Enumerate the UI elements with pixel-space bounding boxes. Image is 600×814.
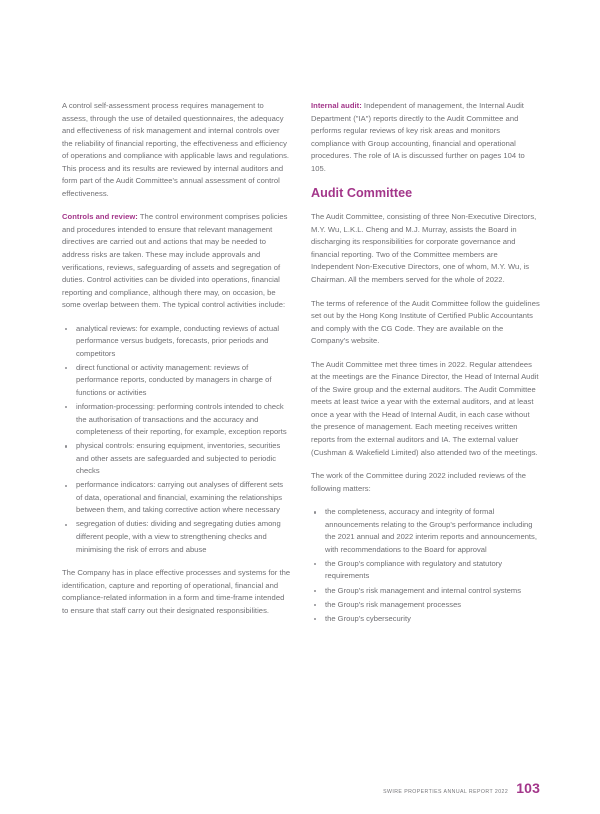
- footer-report-label: SWIRE PROPERTIES ANNUAL REPORT 2022: [383, 789, 509, 795]
- page-number: 103: [516, 780, 540, 796]
- control-activities-list: [62, 323, 291, 556]
- paragraph-company-processes: The Company has in place effective processes and systems for the identification, capture and reporting of operational, financial and compliance-related information in a form and time-frame intended to ensure that staff carry out their designated responsibilities.: [62, 568, 291, 615]
- left-column: [62, 100, 291, 636]
- paragraph-controls-and-review: [62, 211, 291, 311]
- lead-in-controls-and-review: Controls and review:: [62, 212, 138, 222]
- paragraph-committee-composition: The Audit Committee, consisting of three Non-Executive Directors, M.Y. Wu, L.K.L. Cheng and M.J. Murray, assists the Board in discharging its responsibilities for corporate governance and financial reporting. Two of the Committee members are Independent Non-Executive Directors, one of whom, M.Y. Wu, is Chairman. All the members served for the whole of 2022.: [311, 212, 537, 285]
- paragraph-internal-audit: [311, 100, 540, 175]
- list-item: the Group's risk management processes: [311, 599, 540, 612]
- list-item: analytical reviews: for example, conducting reviews of actual performance versus budgets, forecasts, prior periods and competitors: [62, 323, 291, 361]
- paragraph-internal-audit-body: Independent of management, the Internal Audit Department ("IA") reports directly to the Audit Committee and performs regular reviews of key risk areas and monitors compliance with Group accounting, financial and operational procedures. The role of IA is discussed further on pages 104 to 105.: [311, 101, 525, 173]
- list-item: performance indicators: carrying out analyses of different sets of data, operational and financial, examining the relationships between them, and taking corrective action where necessary: [62, 479, 291, 517]
- committee-work-list: [311, 506, 540, 625]
- list-item: information-processing: performing controls intended to check the authorisation of transactions and the accuracy and completeness of their reporting, for example, exception reports: [62, 401, 291, 439]
- list-item: the Group's cybersecurity: [311, 613, 540, 626]
- list-item: direct functional or activity management: reviews of performance reports, conducted by managers in charge of functions or activities: [62, 362, 291, 400]
- list-item: physical controls: ensuring equipment, inventories, securities and other assets are safeguarded and subjected to periodic checks: [62, 440, 291, 478]
- list-item: the Group's compliance with regulatory and statutory requirements: [311, 558, 540, 583]
- paragraph-control-self-assessment: A control self-assessment process requires management to assess, through the use of detailed questionnaires, the adequacy and effectiveness of risk management and internal controls over the reliability of financial reporting, the effectiveness and efficiency of operations and compliance with applicable laws and regulations. This process and its results are reviewed by internal auditors and form part of the Audit Committee's annual assessment of control effectiveness.: [62, 101, 290, 198]
- page-footer: [383, 780, 540, 796]
- list-item: the completeness, accuracy and integrity of formal announcements relating to the Group's performance including the 2021 annual and 2022 interim reports and announcements, with recommendations to the Board for approval: [311, 506, 540, 556]
- paragraph-meetings: The Audit Committee met three times in 2022. Regular attendees at the meetings are the Finance Director, the Head of Internal Audit of the Swire group and the external auditors. The Audit Committee meets at least twice a year with the external auditors, and at least once a year with the Head of Internal Audit, in each case without the presence of management. Each meeting receives written reports from the external auditors and IA. The external valuer (Cushman & Wakefield Limited) also attended two of the meetings.: [311, 359, 539, 457]
- list-item: the Group's risk management and internal control systems: [311, 585, 540, 598]
- paragraph-controls-and-review-body: The control environment comprises policies and procedures intended to ensure that relevant management directives are carried out and actions that may be needed to address risks are taken. These may include approvals and verifications, reviews, safeguarding of assets and segregation of duties. Control activities can be divided into operations, financial reporting and compliance, although there may, on occasion, be some overlap between them. The typical control activities include:: [62, 212, 288, 310]
- page-title: Audit Committee: [311, 186, 413, 201]
- two-column-body: [62, 100, 540, 636]
- list-item: segregation of duties: dividing and segregating duties among different people, with a view to strengthening checks and minimising the risk of errors and abuse: [62, 518, 291, 556]
- paragraph-terms-of-reference: The terms of reference of the Audit Committee follow the guidelines set out by the Hong Kong Institute of Certified Public Accountants and comply with the CG Code. They are available on the Company's website.: [311, 298, 540, 346]
- paragraph-committee-work-intro: The work of the Committee during 2022 included reviews of the following matters:: [311, 471, 527, 493]
- right-column: [311, 100, 540, 636]
- lead-in-internal-audit: Internal audit:: [311, 101, 362, 110]
